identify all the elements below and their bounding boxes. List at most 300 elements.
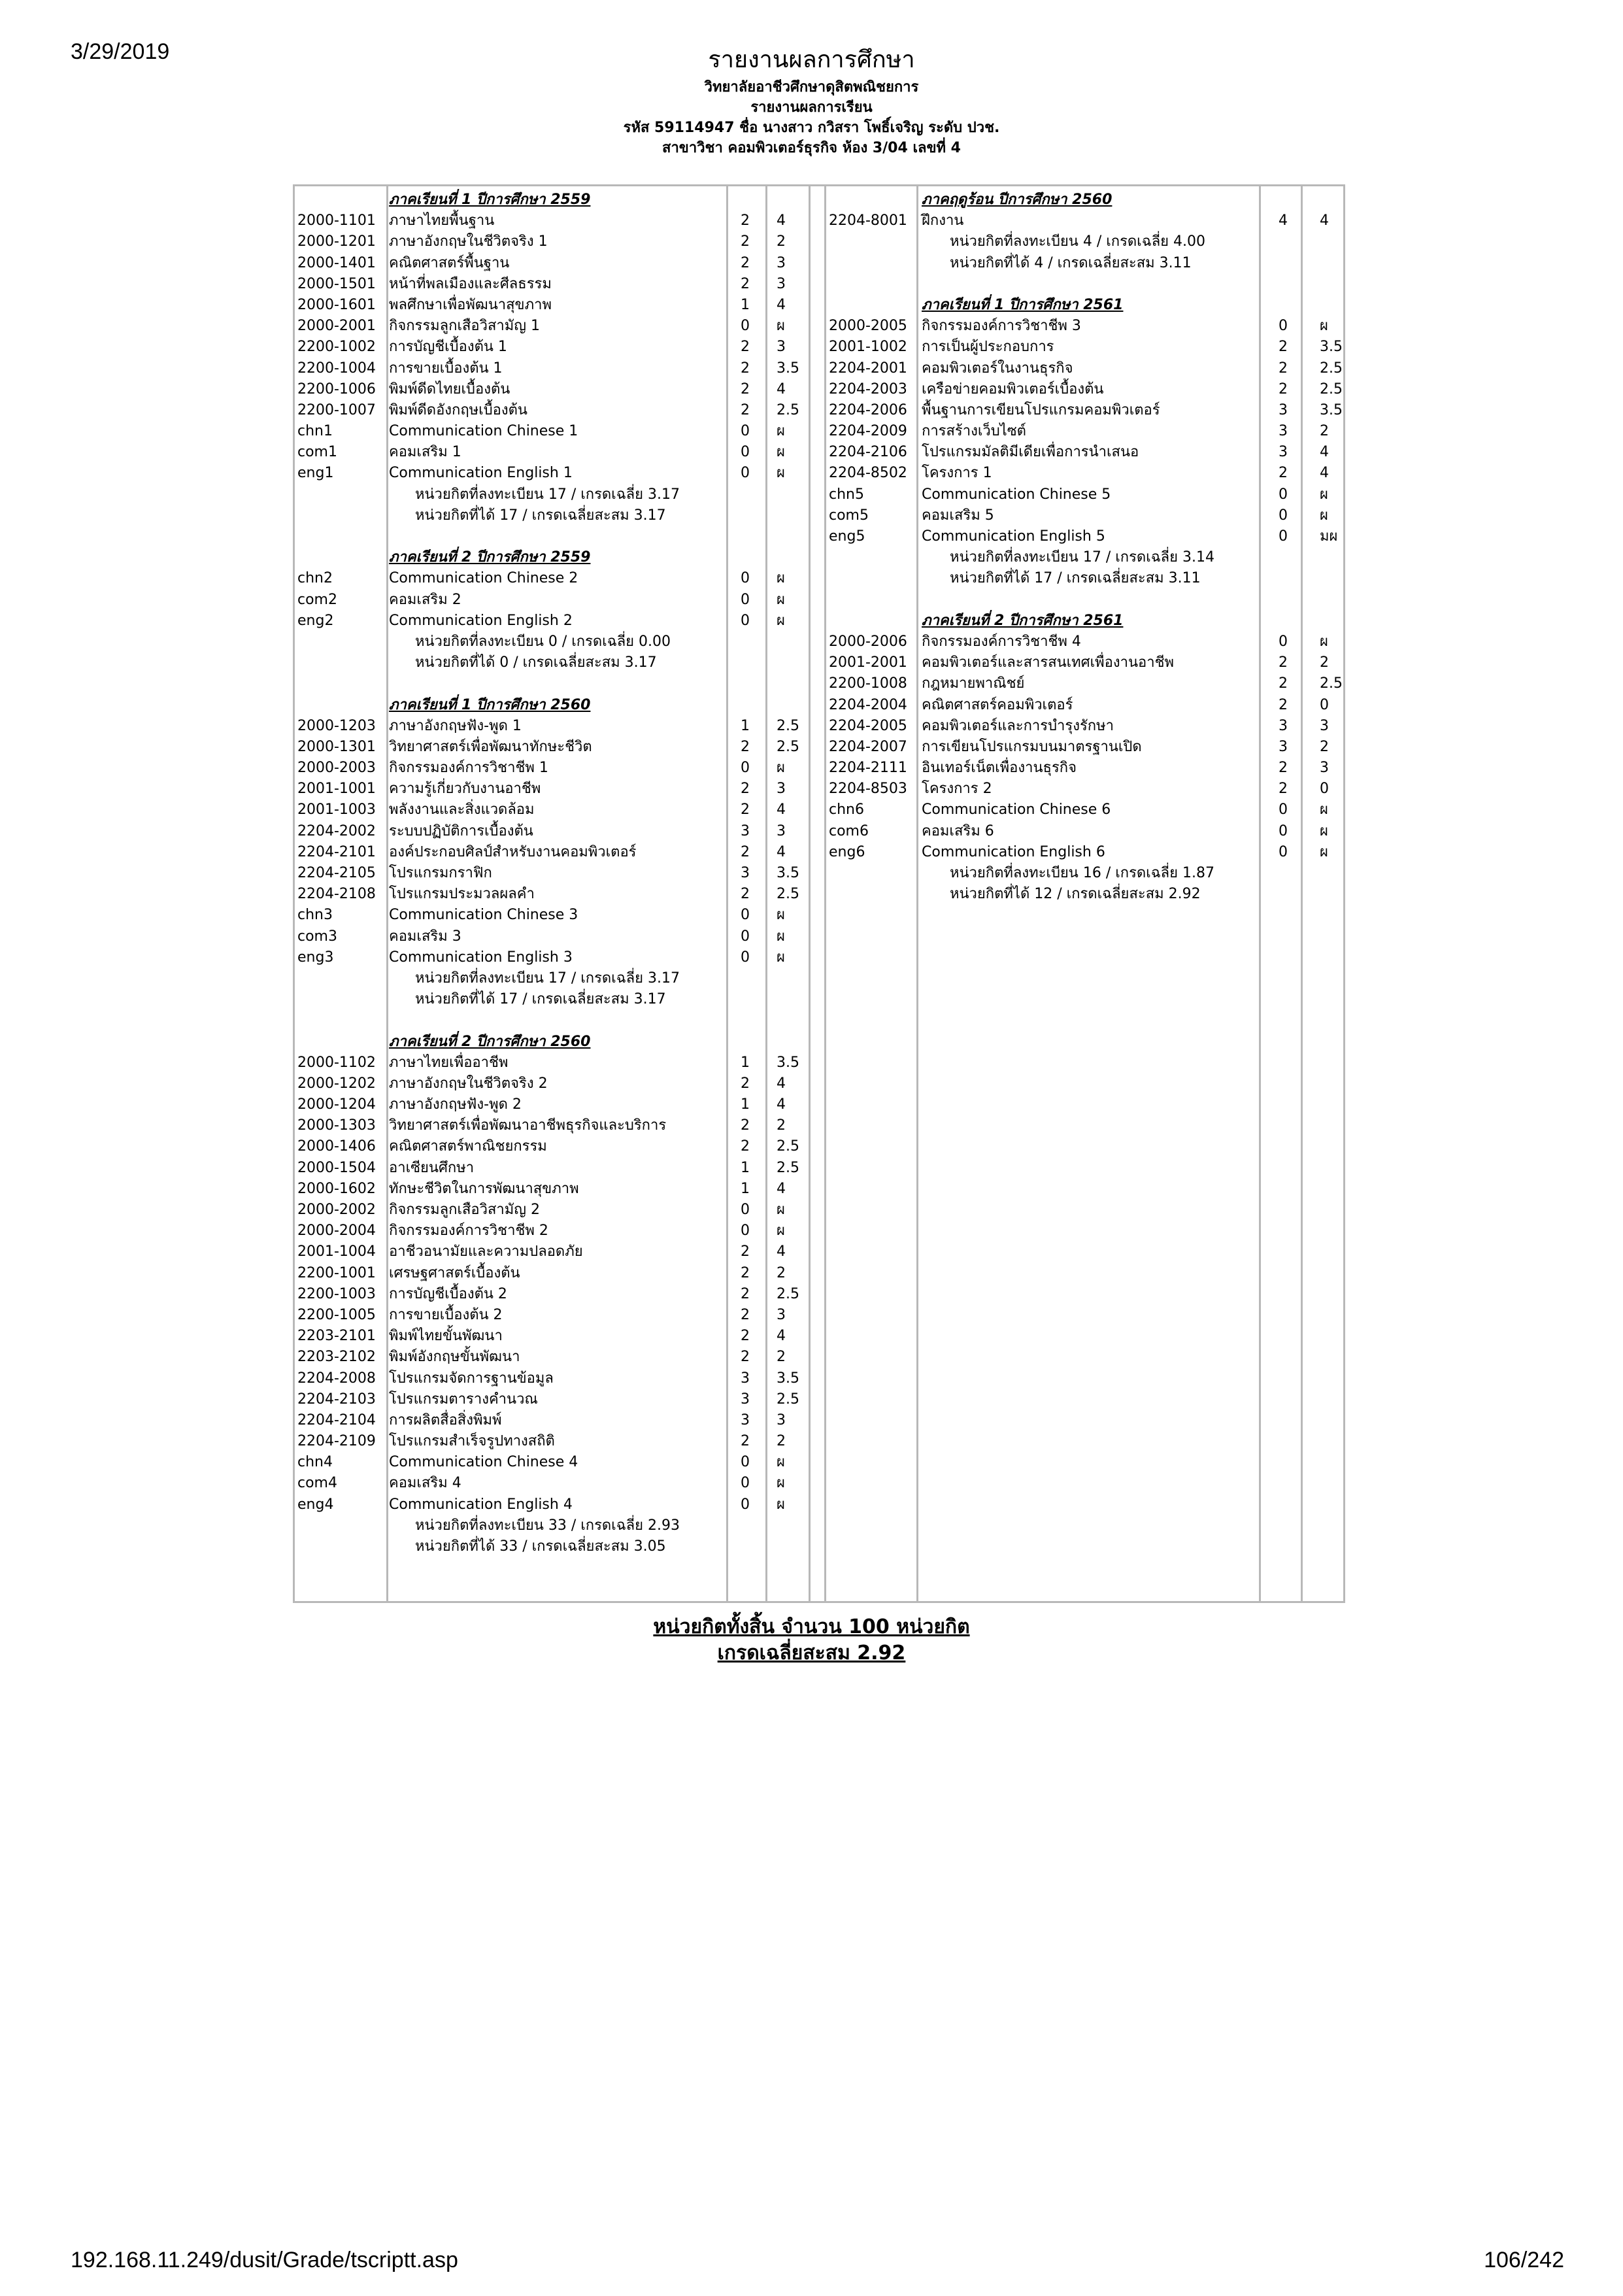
course-name: กิจกรรมลูกเสือวิสามัญ 1 [389,318,540,335]
course-code: 2204-2109 [297,1433,376,1450]
divider [765,184,767,1603]
course-row [829,484,1339,505]
course-credit: 0 [1279,802,1288,819]
semester-heading [829,295,1339,316]
course-row [297,1305,786,1326]
semester-title: ภาคเรียนที่ 1 ปีการศึกษา 2559 [389,192,591,208]
course-code: chn2 [297,570,333,587]
summary-text: หน่วยกิตที่ลงทะเบียน 17 / เกรดเฉลี่ย 3.17 [415,970,680,987]
course-credit: 3 [1279,738,1288,755]
course-credit: 3 [1279,401,1288,418]
course-name: การเป็นผู้ประกอบการ [922,339,1054,356]
course-grade: ผ [777,591,785,608]
course-row [829,716,1339,737]
course-name: โครงการ 1 [922,465,992,482]
left-transcript-column [297,190,799,1557]
course-code: 2000-2005 [829,318,907,335]
course-row [297,821,786,842]
semester-summary [297,632,722,652]
course-credit: 0 [741,1202,750,1218]
course-grade: 4 [1320,465,1329,482]
course-grade: ผ [1320,843,1328,860]
semester-title: ภาคเรียนที่ 1 ปีการศึกษา 2560 [389,696,591,713]
course-grade: 2.5 [777,1285,799,1302]
course-credit: 2 [741,1285,750,1302]
course-row [297,1115,786,1136]
course-credit: 2 [741,802,750,819]
course-credit: 3 [1279,444,1288,461]
course-code: 2204-2108 [297,886,376,903]
course-name: หน้าที่พลเมืองและศีลธรรม [389,275,552,292]
semester-summary [829,253,1339,274]
course-grade: 4 [1320,444,1329,461]
semester-summary [829,884,1339,905]
course-credit: 3 [741,1411,750,1428]
course-code: 2000-1504 [297,1159,376,1176]
course-code: com2 [297,591,337,608]
spacer-row [829,590,1339,611]
course-code: 2000-1301 [297,738,376,755]
semester-title: ภาคเรียนที่ 2 ปีการศึกษา 2559 [389,549,591,566]
course-row [297,758,785,779]
semester-summary [297,505,722,526]
summary-text: หน่วยกิตที่ได้ 12 / เกรดเฉลี่ยสะสม 2.92 [950,886,1201,903]
course-credit: 1 [741,1054,750,1071]
course-name: กฎหมายพาณิชย์ [922,675,1025,692]
course-grade: ผ [1320,802,1328,819]
spacer-row [297,526,722,547]
course-grade: ผ [777,760,785,777]
course-name: การผลิตสื่อสิ่งพิมพ์ [389,1411,502,1428]
summary-text: หน่วยกิตที่ได้ 17 / เกรดเฉลี่ยสะสม 3.17 [415,507,666,524]
report-name: รายงานผลการเรียน [750,99,873,116]
course-row [297,211,786,231]
semester-summary [297,652,722,673]
course-row [297,1053,799,1073]
course-name: ระบบปฏิบัติการเบื้องต้น [389,822,533,839]
course-credit: 2 [741,738,750,755]
course-credit: 0 [741,1223,750,1240]
course-grade: 2 [777,1264,786,1281]
course-row [297,590,785,611]
course-row [297,737,799,758]
summary-text: หน่วยกิตที่ลงทะเบียน 16 / เกรดเฉลี่ย 1.87 [950,865,1215,881]
course-name: คอมเสริม 3 [389,928,461,945]
course-name: การเขียนโปรแกรมบนมาตรฐานเปิด [922,738,1142,755]
course-code: 2204-8001 [829,212,907,229]
semester-summary [829,547,1339,568]
course-code: 2204-2111 [829,760,907,777]
course-name: คอมพิวเตอร์ในงานธุรกิจ [922,360,1073,377]
course-row [829,652,1339,673]
course-row [297,716,799,737]
course-name: การขายเบื้องต้น 1 [389,360,503,377]
course-grade: 4 [777,843,786,860]
course-credit: 2 [1279,654,1288,671]
course-row [829,379,1343,400]
course-code: com5 [829,507,869,524]
course-grade: ผ [777,318,785,335]
course-code: com4 [297,1475,337,1492]
course-grade: 2.5 [777,401,799,418]
course-name: เศรษฐศาสตร์เบื้องต้น [389,1264,520,1281]
course-credit: 2 [741,233,750,250]
course-name: Communication English 6 [922,843,1105,860]
course-row [297,253,786,274]
course-code: 2204-2009 [829,423,907,440]
course-code: eng2 [297,612,334,629]
course-code: chn1 [297,423,333,440]
course-code: 2200-1008 [829,675,907,692]
course-credit: 2 [741,1306,750,1323]
course-grade: 2.5 [777,1159,799,1176]
course-row [297,800,786,820]
course-grade: 2.5 [777,738,799,755]
course-code: chn4 [297,1454,333,1471]
course-row [297,884,799,905]
course-credit: 2 [741,1138,750,1155]
course-code: 2001-1004 [297,1243,376,1260]
course-row [297,421,785,442]
course-name: พื้นฐานการเขียนโปรแกรมคอมพิวเตอร์ [922,401,1160,418]
course-code: 2200-1005 [297,1306,376,1323]
summary-text: หน่วยกิตที่ลงทะเบียน 17 / เกรดเฉลี่ย 3.17 [415,486,680,503]
course-row [297,1368,799,1389]
course-row [297,1263,786,1284]
course-row [297,1158,799,1179]
course-code: 2001-1003 [297,802,376,819]
course-code: 2001-1002 [829,339,907,356]
course-grade: ผ [1320,318,1328,335]
course-code: chn6 [829,802,864,819]
course-grade: ผ [777,1454,785,1471]
course-credit: 1 [741,1159,750,1176]
course-name: โปรแกรมตารางคำนวณ [389,1391,538,1408]
course-grade: ผ [777,423,785,440]
course-row [297,1284,799,1305]
course-code: 2000-1501 [297,275,376,292]
course-row [829,505,1339,526]
course-row [829,337,1343,358]
course-credit: 0 [741,907,750,924]
course-grade: ผ [777,465,785,482]
course-name: คณิตศาสตร์พื้นฐาน [389,254,510,271]
course-code: 2204-2101 [297,843,376,860]
course-code: 2203-2102 [297,1349,376,1366]
course-name: โปรแกรมจัดการฐานข้อมูล [389,1370,554,1387]
course-code: 2000-1202 [297,1075,376,1092]
course-code: 2204-2001 [829,360,907,377]
course-code: 2001-1001 [297,781,376,798]
course-grade: 3 [777,254,786,271]
total-credits: หน่วยกิตทั้งสิ้น จำนวน 100 หน่วยกิต [653,1615,970,1638]
course-grade: 3 [1320,717,1329,734]
course-code: 2001-2001 [829,654,907,671]
course-credit: 0 [741,318,750,335]
course-grade: 4 [777,1096,786,1113]
course-name: พลังงานและสิ่งแวดล้อม [389,802,535,819]
course-code: 2204-2005 [829,717,907,734]
course-code: 2000-2003 [297,760,376,777]
course-credit: 3 [741,1370,750,1387]
course-row [829,632,1339,652]
course-row [829,821,1339,842]
course-name: ภาษาอังกฤษฟัง-พูด 2 [389,1096,522,1113]
course-row [829,673,1343,694]
course-code: 2204-2106 [829,444,907,461]
course-name: การบัญชีเบื้องต้น 2 [389,1285,507,1302]
course-name: กิจกรรมองค์การวิชาชีพ 2 [389,1223,548,1240]
course-grade: 3.5 [1320,401,1343,418]
course-name: Communication English 4 [389,1496,573,1513]
course-grade: ผ [1320,507,1328,524]
course-row [297,1221,785,1241]
course-row [297,779,786,800]
course-credit: 0 [741,928,750,945]
course-credit: 0 [741,612,750,629]
course-code: chn5 [829,486,864,503]
course-credit: 2 [741,1349,750,1366]
course-grade: 2.5 [1320,380,1343,397]
course-grade: 2.5 [1320,675,1343,692]
course-grade: ผ [777,570,785,587]
course-grade: ผ [1320,633,1328,650]
course-grade: 2 [777,1433,786,1450]
course-code: 2200-1007 [297,401,376,418]
course-code: 2000-2004 [297,1223,376,1240]
course-name: คอมเสริม 1 [389,444,461,461]
course-row [297,1179,786,1200]
course-credit: 2 [741,360,750,377]
course-row [829,842,1339,863]
course-grade: 4 [1320,212,1329,229]
course-row [297,926,785,947]
course-code: 2200-1006 [297,380,376,397]
course-credit: 2 [741,339,750,356]
course-credit: 0 [741,949,750,966]
course-row [829,463,1339,484]
course-code: 2204-2004 [829,696,907,713]
semester-summary [297,1536,722,1557]
course-name: Communication English 5 [922,528,1105,545]
course-name: Communication Chinese 5 [922,486,1111,503]
course-name: คอมเสริม 6 [922,822,994,839]
course-row [297,1473,785,1494]
course-grade: ผ [777,444,785,461]
semester-summary [829,568,1339,589]
course-grade: ผ [777,1202,785,1218]
course-grade: 3 [777,1411,786,1428]
college-name: วิทยาลัยอาชีวศึกษาดุสิตพณิชยการ [704,79,919,95]
course-grade: 2 [777,233,786,250]
semester-heading [829,190,1339,211]
course-row [297,274,786,295]
course-code: 2204-2006 [829,401,907,418]
course-credit: 2 [741,886,750,903]
course-code: 2000-1401 [297,254,376,271]
course-credit: 0 [1279,843,1288,860]
course-grade: ผ [777,612,785,629]
course-row [297,947,785,968]
course-grade: 3 [777,275,786,292]
course-row [297,358,799,379]
right-transcript-column [829,190,1343,905]
course-credit: 2 [741,212,750,229]
course-name: โปรแกรมสำเร็จรูปทางสถิติ [389,1433,555,1450]
course-row [297,1431,786,1452]
course-credit: 0 [1279,318,1288,335]
course-credit: 1 [741,717,750,734]
course-name: พิมพ์ดีดไทยเบื้องต้น [389,380,510,397]
course-name: ภาษาอังกฤษฟัง-พูด 1 [389,717,522,734]
course-grade: 3 [777,781,786,798]
summary-text: หน่วยกิตที่ลงทะเบียน 33 / เกรดเฉลี่ย 2.93 [415,1517,680,1534]
course-grade: 4 [777,802,786,819]
course-code: 2000-2006 [829,633,907,650]
course-credit: 2 [741,380,750,397]
course-name: โปรแกรมกราฟิก [389,865,492,881]
course-name: ภาษาไทยเพื่ออาชีพ [389,1054,509,1071]
course-name: Communication Chinese 3 [389,907,578,924]
course-grade: ผ [777,1223,785,1240]
course-grade: 4 [777,212,786,229]
course-grade: 2.5 [1320,360,1343,377]
course-code: 2000-1201 [297,233,376,250]
course-code: 2000-1203 [297,717,376,734]
summary-text: หน่วยกิตที่ลงทะเบียน 4 / เกรดเฉลี่ย 4.00 [950,233,1206,250]
divider [726,184,728,1603]
course-name: พิมพ์ไทยขั้นพัฒนา [389,1328,503,1345]
course-name: อาชีวอนามัยและความปลอดภัย [389,1243,583,1260]
course-row [297,863,799,884]
course-row [829,316,1339,337]
course-code: 2000-1602 [297,1180,376,1197]
course-credit: 3 [1279,423,1288,440]
course-name: กิจกรรมองค์การวิชาชีพ 4 [922,633,1081,650]
course-credit: 0 [1279,633,1288,650]
course-row [297,611,785,632]
course-credit: 2 [1279,781,1288,798]
course-credit: 0 [1279,507,1288,524]
course-name: วิทยาศาสตร์เพื่อพัฒนาอาชีพธุรกิจและบริการ [389,1117,667,1134]
course-code: 2204-2007 [829,738,907,755]
divider [809,184,811,1603]
summary-text: หน่วยกิตที่ได้ 4 / เกรดเฉลี่ยสะสม 3.11 [950,254,1192,271]
course-credit: 2 [1279,339,1288,356]
course-grade: ผ [777,907,785,924]
course-row [829,421,1339,442]
course-credit: 2 [741,1264,750,1281]
course-name: องค์ประกอบศิลป์สำหรับงานคอมพิวเตอร์ [389,843,637,860]
course-grade: 2.5 [777,1138,799,1155]
course-row [297,842,786,863]
course-grade: 3.5 [1320,339,1343,356]
course-code: 2200-1001 [297,1264,376,1281]
summary-text: หน่วยกิตที่ได้ 17 / เกรดเฉลี่ยสะสม 3.11 [950,570,1201,587]
course-credit: 4 [1279,212,1288,229]
course-row [297,379,786,400]
course-grade: ผ [777,949,785,966]
course-code: 2204-2008 [297,1370,376,1387]
page-number: 106/242 [1484,2248,1564,2272]
semester-title: ภาคเรียนที่ 1 ปีการศึกษา 2561 [922,296,1124,313]
course-credit: 1 [741,296,750,313]
course-code: 2000-1601 [297,296,376,313]
semester-heading [297,695,722,716]
course-name: Communication Chinese 6 [922,802,1111,819]
semester-heading [829,611,1339,632]
course-code: 2204-2104 [297,1411,376,1428]
course-credit: 2 [1279,380,1288,397]
course-credit: 0 [741,423,750,440]
student-info: รหัส 59114947 ชื่อ นางสาว กวิสรา โพธิ์เจริญ ระดับ ปวช. [623,120,1000,136]
course-name: Communication Chinese 2 [389,570,578,587]
course-code: com6 [829,822,869,839]
course-grade: 3.5 [777,1054,799,1071]
course-grade: 4 [777,1328,786,1345]
course-row [829,358,1343,379]
course-name: พลศึกษาเพื่อพัฒนาสุขภาพ [389,296,552,313]
course-code: com3 [297,928,337,945]
course-credit: 0 [741,1475,750,1492]
course-name: กิจกรรมลูกเสือวิสามัญ 2 [389,1202,540,1218]
course-credit: 2 [741,1328,750,1345]
course-credit: 1 [741,1096,750,1113]
course-code: 2200-1004 [297,360,376,377]
course-grade: มผ [1320,528,1338,545]
course-code: eng1 [297,465,334,482]
course-row [829,526,1339,547]
course-credit: 2 [1279,760,1288,777]
course-row [829,800,1339,820]
course-credit: 2 [1279,360,1288,377]
semester-heading [297,190,722,211]
course-row [829,758,1339,779]
course-credit: 1 [741,1180,750,1197]
semester-summary [297,968,722,989]
course-grade: 3 [777,339,786,356]
course-row [297,1347,786,1368]
course-code: 2000-1204 [297,1096,376,1113]
course-credit: 2 [741,254,750,271]
course-credit: 2 [1279,465,1288,482]
course-name: คอมเสริม 5 [922,507,994,524]
course-code: 2204-8503 [829,781,907,798]
course-credit: 2 [1279,696,1288,713]
class-info: สาขาวิชา คอมพิวเตอร์ธุรกิจ ห้อง 3/04 เลขที่ 4 [662,140,961,156]
course-name: คณิตศาสตร์คอมพิวเตอร์ [922,696,1073,713]
course-grade: 3 [777,822,786,839]
summary-text: หน่วยกิตที่ได้ 17 / เกรดเฉลี่ยสะสม 3.17 [415,991,666,1008]
course-grade: 2 [777,1117,786,1134]
course-row [829,211,1339,231]
course-code: 2204-2105 [297,865,376,881]
course-row [297,1200,785,1221]
course-row [297,295,786,316]
course-name: ความรู้เกี่ยวกับงานอาชีพ [389,781,541,798]
course-code: 2000-1303 [297,1117,376,1134]
course-name: พิมพ์อังกฤษขั้นพัฒนา [389,1349,520,1366]
semester-summary [297,989,722,1010]
course-grade: 4 [777,296,786,313]
footer-url: 192.168.11.249/dusit/Grade/tscriptt.asp [71,2248,458,2272]
course-grade: 2 [1320,738,1329,755]
course-name: การบัญชีเบื้องต้น 1 [389,339,507,356]
course-grade: 3.5 [777,360,799,377]
course-name: ทักษะชีวิตในการพัฒนาสุขภาพ [389,1180,579,1197]
course-name: Communication Chinese 1 [389,423,578,440]
course-row [297,1241,786,1262]
